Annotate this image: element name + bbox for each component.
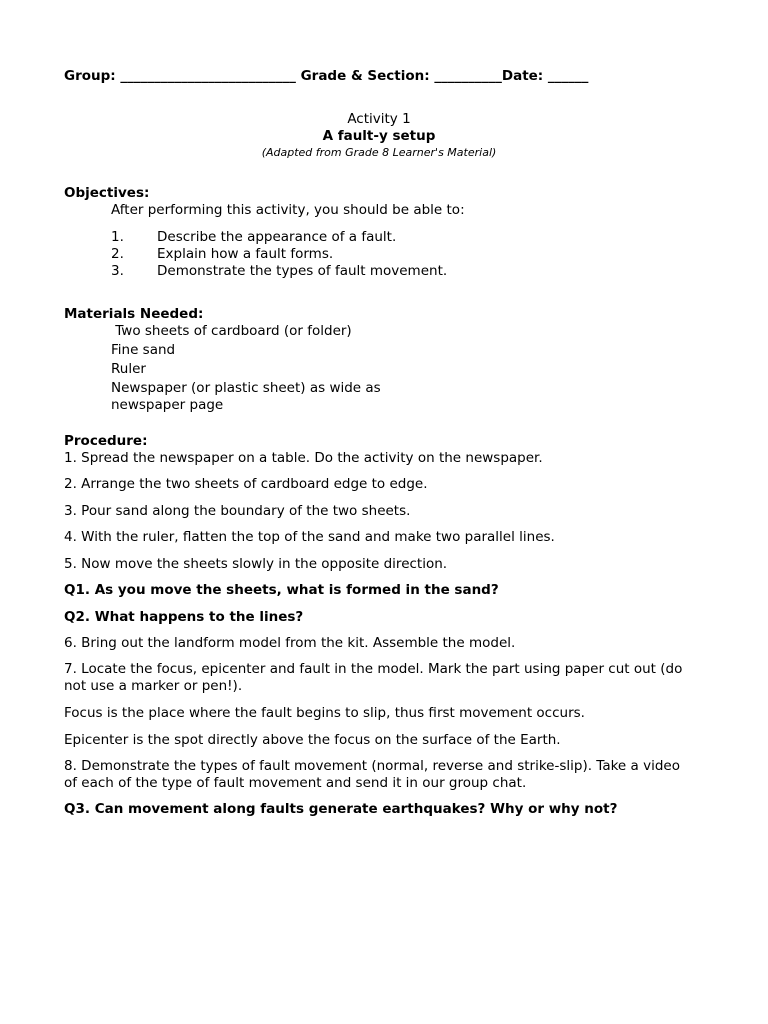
objectives-heading: Objectives: — [64, 185, 150, 201]
material-item: Fine sand — [111, 342, 176, 358]
procedure-step: 7. Locate the focus, epicenter and fault in the model. Mark the part using paper cut out (do not use a marker or pen!). — [64, 661, 683, 694]
procedure-heading: Procedure: — [64, 433, 148, 449]
procedure-step: 5. Now move the sheets slowly in the opposite direction. — [64, 556, 448, 572]
objective-item: Describe the appearance of a fault. — [157, 229, 397, 245]
objectives-intro: After performing this activity, you should be able to: — [111, 202, 465, 218]
procedure-step: 6. Bring out the landform model from the kit. Assemble the model. — [64, 635, 516, 651]
group-grade-date-line: Group: __________________________ Grade & Section: __________Date: ______ — [64, 68, 589, 84]
materials-heading: Materials Needed: — [64, 306, 204, 322]
objective-item: Explain how a fault forms. — [157, 246, 334, 262]
procedure-step: 8. Demonstrate the types of fault movement (normal, reverse and strike-slip). Take a video of each of the type of fault movement and send it in our group chat. — [64, 758, 680, 791]
objective-item: Demonstrate the types of fault movement. — [157, 263, 448, 279]
activity-source: (Adapted from Grade 8 Learner's Material) — [261, 146, 497, 159]
procedure-step: 2. Arrange the two sheets of cardboard edge to edge. — [64, 476, 428, 492]
material-item: Newspaper (or plastic sheet) as wide as — [111, 380, 381, 396]
procedure-step: 1. Spread the newspaper on a table. Do the activity on the newspaper. — [64, 450, 543, 466]
activity-title: A fault-y setup — [322, 128, 436, 144]
procedure-step: 4. With the ruler, flatten the top of the sand and make two parallel lines. — [64, 529, 555, 545]
material-item: Ruler — [111, 361, 146, 377]
objective-number: 1. — [111, 229, 124, 245]
material-item: Two sheets of cardboard (or folder) — [111, 323, 352, 339]
question-q2: Q2. What happens to the lines? — [64, 609, 304, 625]
definition-focus: Focus is the place where the fault begins to slip, thus first movement occurs. — [64, 705, 585, 721]
objective-number: 3. — [111, 263, 124, 279]
material-item: newspaper page — [111, 397, 224, 413]
question-q3: Q3. Can movement along faults generate earthquakes? Why or why not? — [64, 801, 618, 817]
question-q1: Q1. As you move the sheets, what is formed in the sand? — [64, 582, 499, 598]
activity-number: Activity 1 — [347, 111, 411, 127]
definition-epicenter: Epicenter is the spot directly above the focus on the surface of the Earth. — [64, 732, 561, 748]
procedure-step: 3. Pour sand along the boundary of the two sheets. — [64, 503, 411, 519]
objective-number: 2. — [111, 246, 124, 262]
